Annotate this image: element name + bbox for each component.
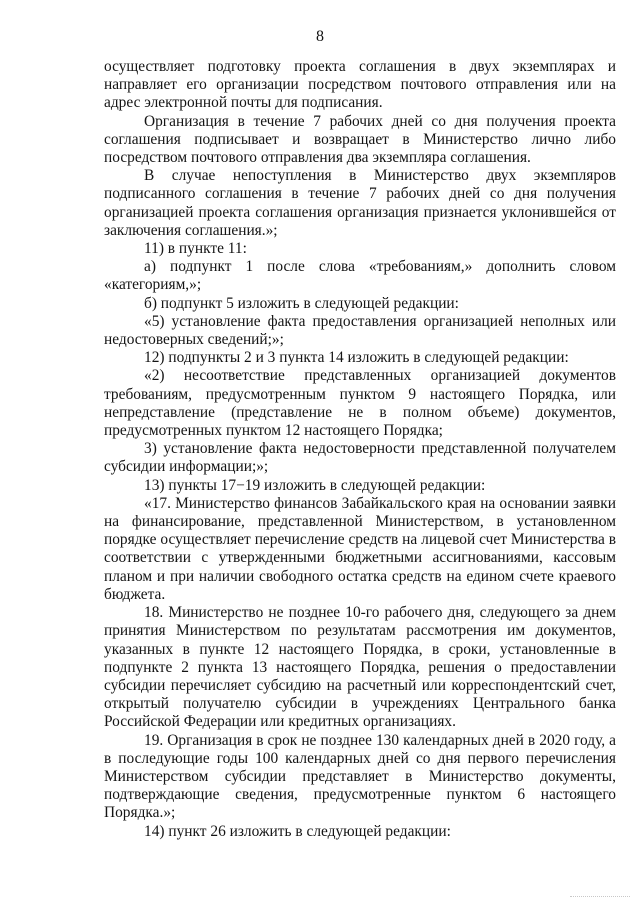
paragraph: 3) установление факта недостоверности представленной получателем субсидии информации;»; (104, 440, 616, 476)
paragraph: «2) несоответствие представленных организацией документов требованиям, предусмотренным пунктом 9 настоящего Порядка, или непредставление (представление не в полном объеме) документов, предусмотренных пунктом 12 настоящего Порядка; (104, 367, 616, 440)
paragraph: 12) подпункты 2 и 3 пункта 14 изложить в следующей редакции: (144, 349, 569, 367)
paragraph: б) подпункт 5 изложить в следующей редакции: (144, 294, 459, 312)
paragraph: 14) пункт 26 изложить в следующей редакции: (144, 822, 451, 840)
scan-artifact-mark (570, 892, 630, 897)
document-body (104, 58, 616, 841)
paragraph: а) подпункт 1 после слова «требованиям,» дополнить словом «категориям,»; (104, 258, 616, 294)
paragraph: В случае непоступления в Министерство двух экземпляров подписанного соглашения в течение 7 рабочих дней со дня получения организацией проекта соглашения организация признается уклонившейся от заключения соглашения.»; (104, 167, 616, 239)
paragraph: «17. Министерство финансов Забайкальского края на основании заявки на финансирование, представленной Министерством, в установленном порядке осуществляет перечисление средств на лицевой счет Министерства в соответствии с утвержденными бюджетными ассигнованиями, кассовым планом и при наличии свободного остатка средств на едином счете краевого бюджета. (104, 494, 616, 603)
paragraph: «5) установление факта предоставления организацией неполных или недостоверных сведений;»; (104, 312, 616, 349)
paragraph: 19. Организация в срок не позднее 130 календарных дней в 2020 году, а в последующие годы 100 календарных дней со дня первого перечисления Министерством субсидии представляет в Министерство документы, подтверждающие сведения, предусмотренные пунктом 6 настоящего Порядка.»; (104, 731, 616, 822)
paragraph: 13) пункты 17−19 изложить в следующей редакции: (144, 476, 486, 494)
paragraph: Организация в течение 7 рабочих дней со дня получения проекта соглашения подписывает и возвращает в Министерство лично либо посредством почтового отправления два экземпляра соглашения. (104, 112, 616, 167)
page-number: 8 (316, 28, 324, 45)
paragraph: 11) в пункте 11: (144, 240, 247, 258)
paragraph-continuation: осуществляет подготовку проекта соглашения в двух экземплярах и направляет его организации посредством почтового отправления или на адрес электронной почты для подписания. (104, 58, 616, 112)
paragraph: 18. Министерство не позднее 10-го рабочего дня, следующего за днем принятия Министерством по результатам рассмотрения им документов, указанных в пункте 12 настоящего Порядка, в сроки, установленные в подпункте 2 пункта 13 настоящего Порядка, решения о предоставлении субсидии перечисляет субсидию на расчетный или корреспондентский счет, открытый получателю субсидии в учреждениях Центрального банка Российской Федерации или кредитных организациях. (104, 604, 616, 731)
